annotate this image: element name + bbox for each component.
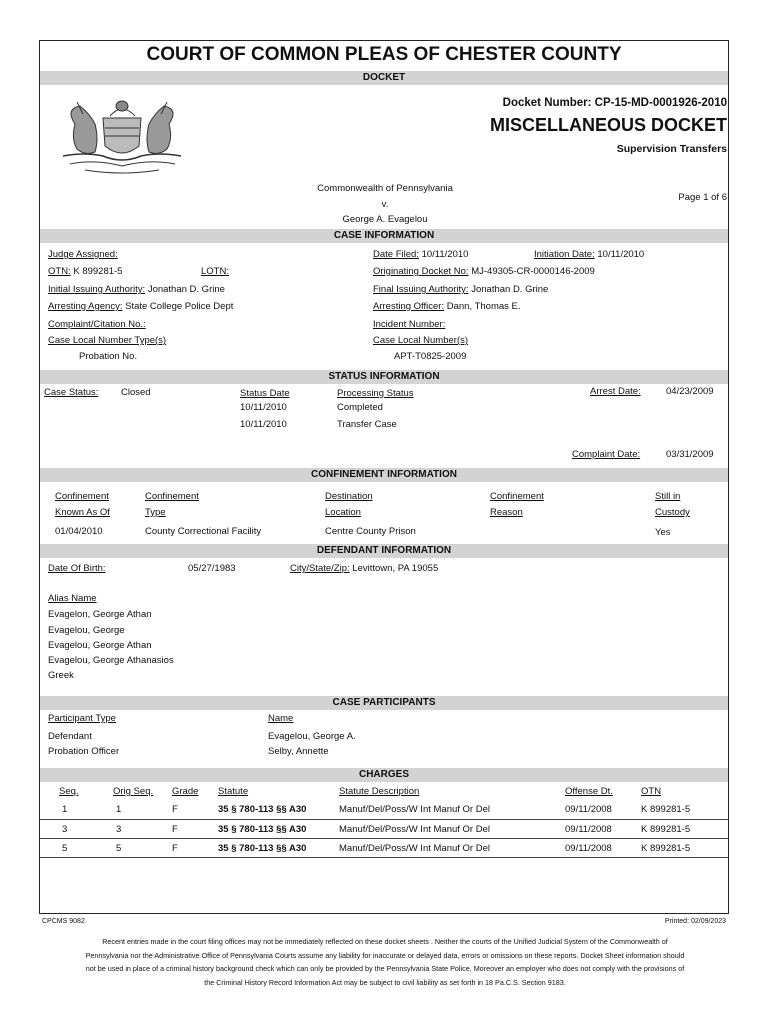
charges-band: CHARGES <box>40 768 728 782</box>
charge-2-orig: 3 <box>116 824 122 835</box>
dob-value: 05/27/1983 <box>188 563 236 574</box>
judge-label: Judge Assigned: <box>48 249 118 260</box>
charges-otn-header: OTN <box>641 786 662 797</box>
otn-value: K 899281-5 <box>73 266 123 277</box>
charge-1-seq: 1 <box>62 804 68 815</box>
initiation-date-value: 10/11/2010 <box>597 249 645 260</box>
initiation-date-label: Initiation Date: <box>534 249 595 260</box>
incident-number-label: Incident Number: <box>373 319 446 330</box>
date-filed <box>373 249 468 260</box>
alias-2: Evagelou, George <box>48 625 125 636</box>
pennsylvania-seal-icon <box>55 94 190 184</box>
confinement-type-header-2: Type <box>145 507 166 518</box>
local-number-label: Case Local Number(s) <box>373 335 469 346</box>
charges-seq-header: Seq. <box>59 786 79 797</box>
charge-row-divider <box>40 838 728 839</box>
arresting-officer-value: Dann, Thomas E. <box>446 301 521 312</box>
initial-authority-label: Initial Issuing Authority: <box>48 284 146 295</box>
status-date-1: 10/11/2010 <box>240 402 287 413</box>
status-date-label: Status Date <box>240 388 290 399</box>
confinement-type-header-1: Confinement <box>145 491 199 502</box>
final-authority-label: Final Issuing Authority: <box>373 284 469 295</box>
complaint-citation-label: Complaint/Citation No.: <box>48 319 146 330</box>
charges-offense-header: Offense Dt. <box>565 786 613 797</box>
complaint-date-value: 03/31/2009 <box>666 449 714 460</box>
charge-3-desc: Manuf/Del/Poss/W Int Manuf Or Del <box>339 843 490 854</box>
originating-docket <box>373 266 595 277</box>
confinement-known-header-2: Known As Of <box>55 507 110 518</box>
charge-1-desc: Manuf/Del/Poss/W Int Manuf Or Del <box>339 804 490 815</box>
initial-authority <box>48 284 225 295</box>
processing-status-1: Completed <box>337 402 383 413</box>
reason-header-2: Reason <box>490 507 523 518</box>
alias-1: Evagelon, George Athan <box>48 609 152 620</box>
confinement-known-header-1: Confinement <box>55 491 109 502</box>
participant-type-label: Participant Type <box>48 713 116 724</box>
final-authority-value: Jonathan D. Grine <box>471 284 549 295</box>
charges-grade-header: Grade <box>172 786 199 797</box>
city-value: Levittown, PA 19055 <box>352 563 439 574</box>
case-participants-band: CASE PARTICIPANTS <box>40 696 728 710</box>
final-authority <box>373 284 548 295</box>
docket-band: DOCKET <box>40 71 728 85</box>
local-number-type-label: Case Local Number Type(s) <box>48 335 167 346</box>
date-filed-label: Date Filed: <box>373 249 419 260</box>
charge-2-offense: 09/11/2008 <box>565 824 612 835</box>
arrest-date-value: 04/23/2009 <box>666 386 714 397</box>
alias-5: Greek <box>48 670 74 681</box>
processing-status-label: Processing Status <box>337 388 414 399</box>
status-date-2: 10/11/2010 <box>240 419 287 430</box>
processing-status-2: Transfer Case <box>337 419 397 430</box>
charge-2-otn: K 899281-5 <box>641 824 691 835</box>
docket-subtype: Supervision Transfers <box>616 143 727 155</box>
disclaimer: Recent entries made in the court filing offices may not be immediately reflected on these docket sheets . Neither the courts of the Unified Judicial System of the Commonwealth of Pennsylvania nor the Administrative Office of Pennsylvania Courts assume any liability for inaccurate or delayed data, errors or omissions on these reports. Docket Sheet information should not be used in place of a criminal history background check which can only be provided by the Pennsylvania State Police. Moreover an employer who does not comply with the provisions of the Criminal History Record Information Act may be subject to civil liability as set forth in 18 Pa.C.S. Section 9183. <box>85 937 685 987</box>
participant-type-1: Defendant <box>48 731 92 742</box>
arresting-officer-label: Arresting Officer: <box>373 301 445 312</box>
destination-header-1: Destination <box>325 491 373 502</box>
confinement-information-band: CONFINEMENT INFORMATION <box>40 468 728 482</box>
otn <box>48 266 122 277</box>
participant-name-2: Selby, Annette <box>268 746 329 757</box>
defendant-information-band: DEFENDANT INFORMATION <box>40 544 728 558</box>
status-information-band: STATUS INFORMATION <box>40 370 728 384</box>
charge-row-divider <box>40 857 728 858</box>
charge-1-statute: 35 § 780-113 §§ A30 <box>218 804 307 815</box>
local-number: APT-T0825-2009 <box>394 351 467 362</box>
dob-label: Date Of Birth: <box>48 563 106 574</box>
confinement-location: Centre County Prison <box>325 526 416 537</box>
charges-statute-header: Statute <box>218 786 249 797</box>
docket-type: MISCELLANEOUS DOCKET <box>489 115 727 135</box>
complaint-date-label: Complaint Date: <box>572 449 641 460</box>
charge-row-divider <box>40 819 728 820</box>
city-state-zip <box>290 563 438 574</box>
charge-3-grade: F <box>172 843 178 854</box>
confinement-type: County Correctional Facility <box>145 526 262 537</box>
charge-2-grade: F <box>172 824 178 835</box>
charge-3-orig: 5 <box>116 843 122 854</box>
initiation-date <box>534 249 644 260</box>
participant-type-2: Probation Officer <box>48 746 120 757</box>
arresting-agency-label: Arresting Agency: <box>48 301 123 312</box>
city-label: City/State/Zip: <box>290 563 350 574</box>
confinement-date: 01/04/2010 <box>55 526 103 537</box>
charge-1-otn: K 899281-5 <box>641 804 691 815</box>
alias-3: Evagelou, George Athan <box>48 640 152 651</box>
charge-3-statute: 35 § 780-113 §§ A30 <box>218 843 307 854</box>
participant-name-label: Name <box>268 713 294 724</box>
caption-defendant: George A. Evagelou <box>342 214 428 225</box>
case-status-label: Case Status: <box>44 387 99 398</box>
lotn-label: LOTN: <box>201 266 229 277</box>
caption-plaintiff: Commonwealth of Pennsylvania <box>317 183 453 194</box>
destination-header-2: Location <box>325 507 361 518</box>
charge-2-desc: Manuf/Del/Poss/W Int Manuf Or Del <box>339 824 490 835</box>
charges-orig-header: Orig Seq. <box>113 786 154 797</box>
initial-authority-value: Jonathan D. Grine <box>147 284 225 295</box>
page-number: Page 1 of 6 <box>678 192 727 203</box>
charge-3-seq: 5 <box>62 843 68 854</box>
local-number-type: Probation No. <box>79 351 138 362</box>
arresting-agency <box>48 301 233 312</box>
custody-header-1: Still in <box>655 491 681 502</box>
reason-header-1: Confinement <box>490 491 544 502</box>
charge-1-offense: 09/11/2008 <box>565 804 612 815</box>
case-information-band: CASE INFORMATION <box>40 229 728 243</box>
arresting-officer <box>373 301 521 312</box>
date-filed-value: 10/11/2010 <box>421 249 469 260</box>
originating-docket-value: MJ-49305-CR-0000146-2009 <box>471 266 595 277</box>
docket-number: Docket Number: CP-15-MD-0001926-2010 <box>502 97 727 109</box>
arrest-date-label: Arrest Date: <box>590 386 641 397</box>
charge-3-offense: 09/11/2008 <box>565 843 612 854</box>
originating-docket-label: Originating Docket No: <box>373 266 469 277</box>
custody-header-2: Custody <box>655 507 690 518</box>
alias-label: Alias Name <box>48 593 97 604</box>
printed-date: Printed: 02/09/2023 <box>664 918 726 925</box>
charge-3-otn: K 899281-5 <box>641 843 691 854</box>
otn-label: OTN: <box>48 266 71 277</box>
charge-2-seq: 3 <box>62 824 68 835</box>
alias-4: Evagelou, George Athanasios <box>48 655 174 666</box>
case-status-value: Closed <box>121 387 151 398</box>
caption-versus: v. <box>381 199 389 210</box>
charges-desc-header: Statute Description <box>339 786 420 797</box>
court-title: COURT OF COMMON PLEAS OF CHESTER COUNTY <box>146 44 622 65</box>
charge-2-statute: 35 § 780-113 §§ A30 <box>218 824 307 835</box>
participant-name-1: Evagelou, George A. <box>268 731 356 742</box>
charge-1-orig: 1 <box>116 804 122 815</box>
arresting-agency-value: State College Police Dept <box>125 301 234 312</box>
custody-value: Yes <box>655 527 671 538</box>
charge-1-grade: F <box>172 804 178 815</box>
form-number: CPCMS 9082 <box>42 918 85 925</box>
